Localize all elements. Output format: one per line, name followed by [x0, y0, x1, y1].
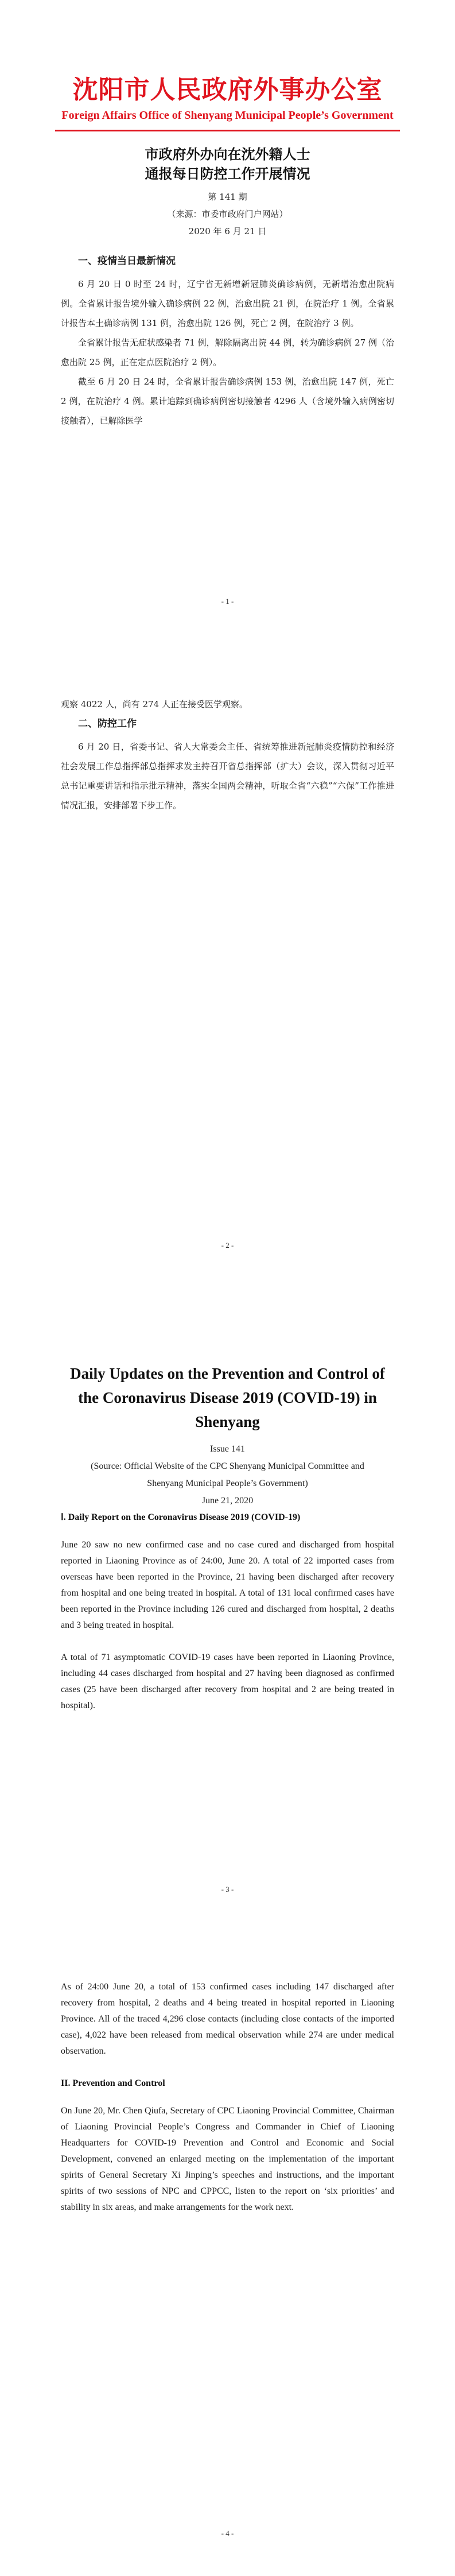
paragraph-3b: 观察 4022 人，尚有 274 人正在接受医学观察。: [61, 699, 248, 709]
en-title-line-3: Shenyang: [195, 1413, 260, 1430]
body-en-part1: [61, 1510, 394, 1730]
page-number: - 4 -: [221, 2529, 234, 2538]
document-title-en: [0, 1361, 455, 1434]
body-en-part2: [61, 1979, 394, 2232]
en-section-heading-1: Ⅰ. Daily Report on the Coronavirus Disease 2019 (COVID-19): [61, 1512, 301, 1522]
page-1: [0, 0, 455, 644]
title-line-1: 市政府外办向在沈外籍人士: [145, 146, 310, 162]
paragraph-4: 6 月 20 日，省委书记、省人大常委会主任、省统筹推进新冠肺炎疫情防控和经济社会发展工作总指挥部总指挥求发主持召开省总指挥部（扩大）会议，深入贯彻习近平总书记重要讲话和指示批示精神，落实全国两会精神，听取全省“六稳”“六保”工作推进情况汇报，安排部署下步工作。: [61, 742, 394, 810]
en-source-line-2: Shenyang Municipal People’s Government): [147, 1479, 308, 1488]
document-meta-en: [61, 1441, 394, 1510]
page-4: [0, 1932, 455, 2576]
body-cn-part1: [61, 251, 394, 430]
en-title-line-1: Daily Updates on the Prevention and Control of: [70, 1365, 385, 1382]
en-source-line-1: (Source: Official Website of the CPC Shenyang Municipal Committee and: [91, 1461, 364, 1471]
section-heading-1: 一、疫情当日最新情况: [78, 255, 176, 267]
en-paragraph-2: A total of 71 asymptomatic COVID-19 cases have been reported in Liaoning Province, including 44 cases discharged from hospital and 27 having been diagnosed as confirmed cases (25 have been discharged after recovery from hospital and 2 are being treated in hospital).: [61, 1652, 394, 1710]
page-number: - 1 -: [221, 597, 234, 606]
document-title-cn: [0, 145, 455, 184]
en-issue-number: Issue 141: [210, 1444, 245, 1454]
office-title: 沈阳市人民政府外事办公室: [72, 75, 383, 104]
header-divider: [55, 130, 400, 131]
en-paragraph-4: On June 20, Mr. Chen Qiufa, Secretary of CPC Liaoning Provincial Committee, Chairman of Liaoning Provincial People’s Congress and Commander in Chief of Liaoning Headquarters for COVID-19 Prevention and Control and Economic and Social Development, convened an enlarged meeting on the implementation of the important spirits of General Secretary Xi Jinping’s speeches and instructions, and the important spirits of two sessions of NPC and CPPCC, listen to the report on ‘six priorities’ and stability in six areas, and make arrangements for the work next.: [61, 2106, 394, 2212]
en-paragraph-3: As of 24:00 June 20, a total of 153 confirmed cases including 147 discharged after recovery from hospital, 2 deaths and 4 being treated in hospital reported in Liaoning Province. All of the traced 4,296 close contacts (including close contacts of the imported case), 4,022 have been released from medical observation while 274 are under medical observation.: [61, 1982, 394, 2056]
page-number: - 2 -: [221, 1241, 234, 1250]
section-heading-2: 二、防控工作: [78, 718, 137, 730]
en-issue-date: June 21, 2020: [201, 1496, 254, 1506]
body-cn-part2: [61, 695, 394, 815]
paragraph-2: 全省累计报告无症状感染者 71 例，解除隔离出院 44 例，转为确诊病例 27 例（治愈出院 25 例，正在定点医院治疗 2 例）。: [61, 337, 394, 367]
issue-date: 2020 年 6 月 21 日: [188, 226, 267, 236]
page-number: - 3 -: [221, 1885, 234, 1894]
paragraph-3a: 截至 6 月 20 日 24 时，全省累计报告确诊病例 153 例，治愈出院 147 例，死亡 2 例，在院治疗 4 例。累计追踪到确诊病例密切接触者 4296 人（含境外输入病例密切接触者），已解除医学: [61, 377, 394, 426]
en-title-line-2: the Coronavirus Disease 2019 (COVID-19) in: [78, 1389, 377, 1406]
issue-number: 第 141 期: [208, 192, 247, 202]
en-section-heading-2: II. Prevention and Control: [61, 2078, 165, 2088]
en-paragraph-1: June 20 saw no new confirmed case and no case cured and discharged from hospital reported in Liaoning Province as of 24:00, June 20. A total of 22 imported cases from overseas have been reported in the Province, 21 having been discharged after recovery from hospital and one being treated in hospital. A total of 131 local confirmed cases have been reported in the Province including 126 cured and discharged from hospital, 2 deaths and 3 being treated in hospital.: [61, 1540, 394, 1630]
source-note: （来源：市委市政府门户网站）: [167, 209, 288, 219]
paragraph-1: 6 月 20 日 0 时至 24 时，辽宁省无新增新冠肺炎确诊病例，无新增治愈出院病例。全省累计报告境外输入确诊病例 22 例，治愈出院 21 例，在院治疗 1 例。全省累计报告本土确诊病例 131 例，治愈出院 126 例，死亡 2 例，在院治疗 3 例。: [61, 279, 394, 328]
title-line-2: 通报每日防控工作开展情况: [145, 166, 310, 182]
page-2: [0, 644, 455, 1288]
office-subtitle: Foreign Affairs Office of Shenyang Municipal People’s Government: [61, 109, 394, 122]
page-3: [0, 1288, 455, 1932]
document-meta-cn: [0, 188, 455, 240]
